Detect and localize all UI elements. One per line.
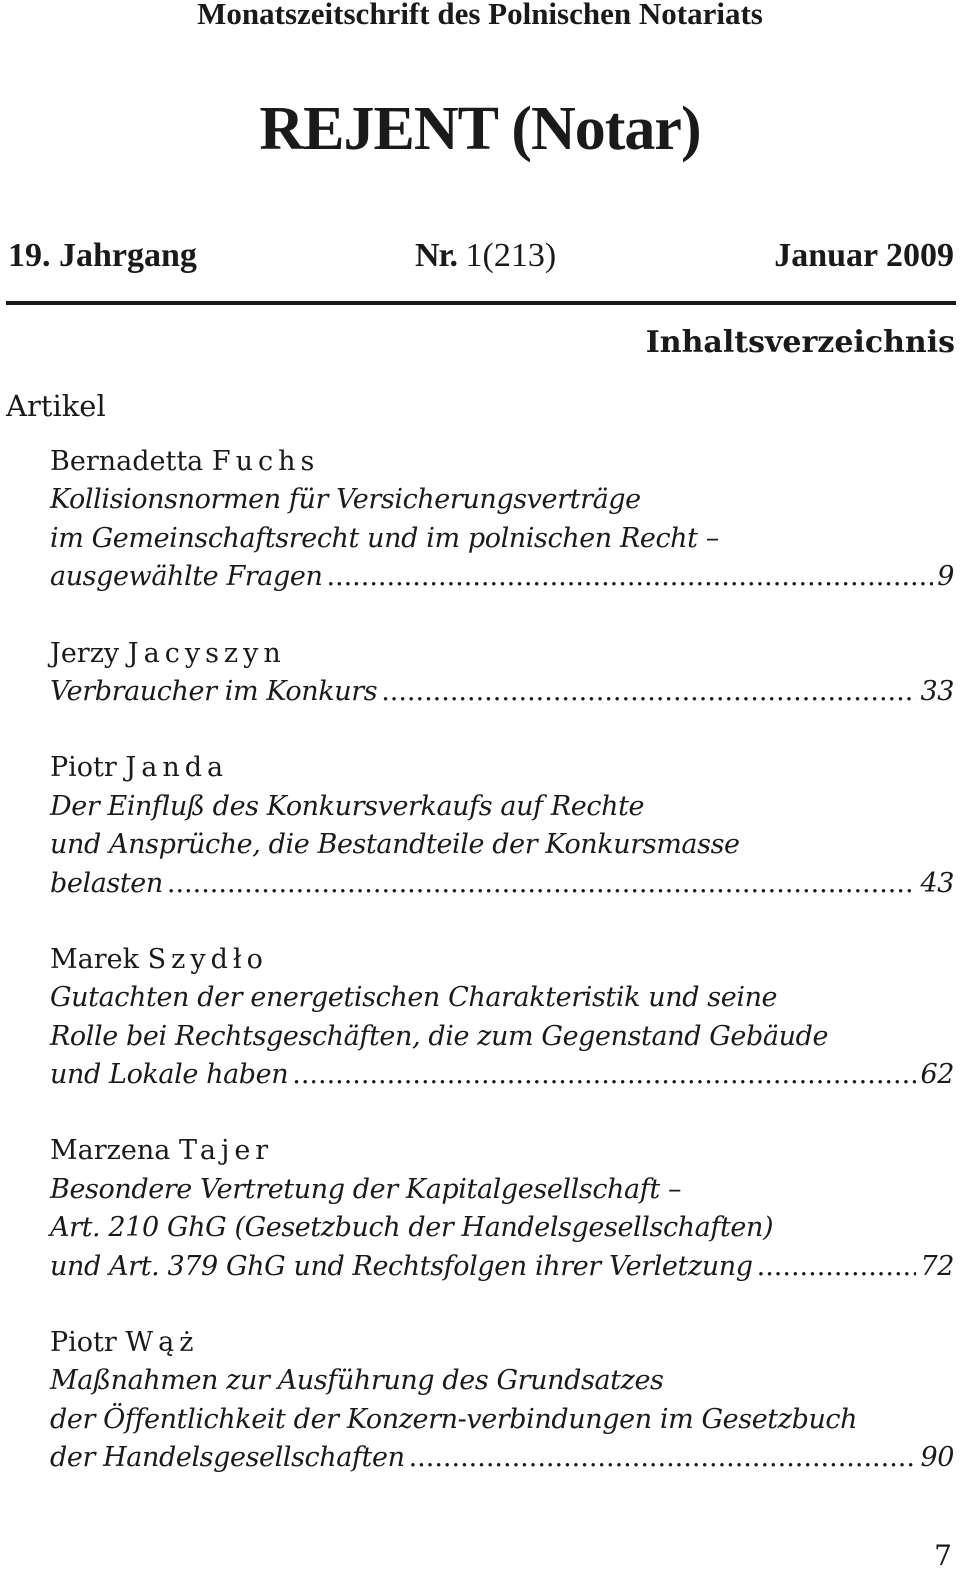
entry-title-line: im Gemeinschaftsrecht und im polnischen Recht – [50, 522, 719, 554]
issue-number [415, 236, 556, 276]
entry-title-text: der Handelsgesellschaften [50, 1442, 405, 1474]
table-of-contents [50, 443, 954, 1516]
issue-line [8, 236, 954, 276]
dot-leader [409, 1439, 917, 1477]
entry-title-line: Rolle bei Rechtsgeschäften, die zum Gegenstand Gebäude [50, 1020, 829, 1052]
entry-title-line: Art. 210 GhG (Gesetzbuch der Handelsgesellschaften) [50, 1212, 774, 1244]
entry-title-text: ausgewählte Fragen [50, 561, 323, 593]
header-rule [6, 301, 956, 305]
entry-author [50, 749, 954, 787]
entry-title-text: und Art. 379 GhG und Rechtsfolgen ihrer Verletzung [50, 1250, 753, 1282]
entry-author [50, 941, 954, 979]
toc-entry [50, 941, 954, 1095]
entry-page-number: 9 [937, 561, 954, 593]
entry-page-number: 33 [920, 675, 954, 707]
dot-leader [292, 1056, 916, 1094]
issue-year: 19. Jahrgang [8, 237, 197, 274]
author-surname: Szydło [147, 943, 268, 975]
section-heading: Artikel [6, 389, 106, 423]
entry-title-line: Maßnahmen zur Ausführung des Grundsatzes [50, 1365, 664, 1397]
entry-title-line: Der Einfluß des Konkursverkaufs auf Rechte [50, 790, 645, 822]
entry-page-number: 62 [920, 1059, 954, 1091]
entry-title-last-line [50, 865, 954, 903]
author-first-name: Marzena [50, 1135, 171, 1167]
entry-page-number: 90 [920, 1442, 954, 1474]
dot-leader [167, 865, 917, 903]
author-surname: Jacyszyn [127, 637, 286, 669]
toc-entry [50, 749, 954, 903]
journal-name: Monatszeitschrift des Polnischen Notariats [197, 0, 763, 31]
entry-title-line: und Ansprüche, die Bestandteile der Konkursmasse [50, 829, 740, 861]
dot-leader [381, 673, 916, 711]
toc-entry [50, 1132, 954, 1286]
toc-entry [50, 443, 954, 597]
entry-title-text: belasten [50, 867, 163, 899]
entry-title-text: und Lokale haben [50, 1059, 289, 1091]
entry-title-line: der Öffentlichkeit der Konzern-verbindungen im Gesetzbuch [50, 1403, 858, 1435]
entry-author [50, 635, 954, 673]
entry-title-last-line [50, 558, 954, 596]
entry-title-last-line [50, 673, 954, 711]
entry-page-number: 43 [920, 867, 954, 899]
entry-title-line: Besondere Vertretung der Kapitalgesellschaft – [50, 1173, 682, 1205]
author-surname: Tajer [178, 1135, 274, 1167]
toc-entry [50, 1324, 954, 1478]
contents-heading: Inhaltsverzeichnis [645, 325, 955, 360]
dot-leader [757, 1248, 917, 1286]
toc-entry [50, 635, 954, 712]
issue-number-label: Nr. [414, 237, 457, 274]
page-number: 7 [934, 1539, 952, 1572]
entry-title-last-line [50, 1439, 954, 1477]
author-surname: Janda [125, 752, 229, 784]
entry-author [50, 1132, 954, 1170]
author-surname: Fuchs [211, 446, 320, 477]
entry-title-text: Verbraucher im Konkurs [50, 675, 378, 707]
entry-title-line: Kollisionsnormen für Versicherungsverträge [50, 484, 641, 516]
author-first-name: Jerzy [50, 637, 120, 669]
author-first-name: Bernadetta [50, 446, 204, 477]
entry-page-number: 72 [920, 1250, 954, 1282]
entry-author [50, 1324, 954, 1362]
issue-date: Januar 2009 [774, 237, 954, 274]
dot-leader [326, 558, 933, 596]
entry-title-last-line [50, 1056, 954, 1094]
entry-title-last-line [50, 1248, 954, 1286]
entry-author [50, 443, 954, 481]
author-first-name: Marek [50, 943, 139, 975]
author-surname: Wąż [125, 1327, 199, 1359]
author-first-name: Piotr [50, 752, 117, 784]
entry-title-line: Gutachten der energetischen Charakteristik und seine [50, 982, 778, 1014]
author-first-name: Piotr [50, 1327, 117, 1359]
issue-number-value: 1(213) [465, 237, 557, 274]
journal-title: REJENT (Notar) [259, 95, 701, 163]
